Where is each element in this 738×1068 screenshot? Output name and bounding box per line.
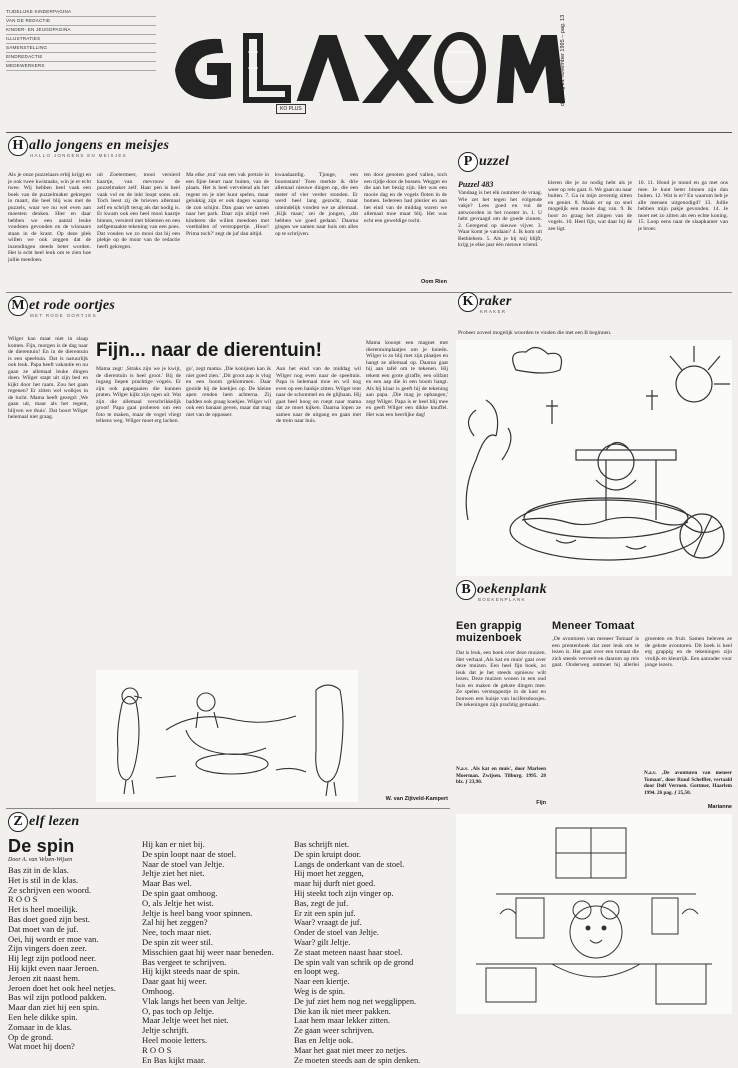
poem-line: Maar Bas wel. [142,878,192,889]
puzzel-number: Puzzel 483 [458,180,494,189]
muizenboek-illustration [456,814,732,1014]
credit-line: TIJDELIJKE KINDERPAGINA [6,8,156,17]
poem-line: Maar dan ziet hij een spin. [8,1002,100,1013]
poem-line: Heel mooie letters. [142,1034,208,1045]
poem-line: R O O S [142,1044,172,1055]
poem-line: Waar? gilt Jeltje. [294,937,351,947]
boeken-subtitle: BOEKENPLANK [478,597,526,602]
poem-line: Vlak langs het been van Jeltje. [142,995,248,1006]
hallo-subtitle: HALLO JONGENS EN MEISJES [30,153,127,158]
hallo-column: ten door genoten goed vallen, toch een tijdje door de bossen. Wegger en die aan het bezig zijn. Het was een mooie dag en de vogels floten in de bomen. Iedereen had plezier en aan het eind van de middag waren we allemaal moe maar blij. Het was echt een geweldige tocht. [364,172,447,224]
credit-line: SAMENSTELLING [6,44,156,53]
poem-line: Bas schrijft niet. [294,840,350,849]
puzzel-column: kleren die je zo nodig hebt als je weer op reis gaat. 6. We gaan nu naar buiten. 7. Ga in mijn zeventig zitten en geniet. 8. Maak er op zo snel mogelijk een mooie dag van. 9. Ik hoor zo graag het zingen van de vogels. 10. Heel fijn, wat daar bij de zee ligt. [548,180,632,232]
kraker-header [458,292,728,314]
credit-line: MEDEWERKERS [6,62,156,71]
poem-title: De spin [8,836,75,856]
puzzel-column: Vandaag is het elk nummer de vraag. Wie zet het tegen het volgende vakje? Lees goed en vul de antwoorden in het rooster in. 1. U hebt gevraagd om de goede zinnen. 2. Geregend op nieuwe vijver. 3. Waar komt je vandaan? 4. Ik kom uit Bethlehem. 5. Als je bij mij blijft, krijg je elke jaar één nieuwe vriend. [458,190,542,248]
puzzel-header [458,152,728,172]
poem-line: Maar het gaat niet meer zo netjes. [294,1045,408,1055]
rode-subtitle: MET RODE OORTJES [30,313,97,318]
rode-headline: Fijn... naar de dierentuin! [96,340,322,361]
poem-line: O, pas toch op Jeltje. [142,1005,215,1016]
poem-line: Op de grond. [8,1031,54,1042]
poem-line: Jeltje ziet het niet. [142,868,205,879]
poem-column-3 [294,840,450,1065]
puzzel-column: 10. 11. Houd je mond en ga met ons mee. Je kunt beter binnen zijn dan buiten. 12. Wat is er? En waarom heb je alle mensen uitgenodigd? 13. Jullie hebben mijn pakje gevonden. 14. Je moet net zo zitten als een echte koning. 15. Loop eens naar de slaapkamer van je broer. [638,180,728,232]
poem-line: Maar Jeltje weet het niet. [142,1015,229,1026]
poem-line: Zal hij het zeggen? [142,917,208,928]
poem-line: Zijn vingers doen zeer. [8,943,87,954]
kraker-title: raker [479,294,512,309]
poem-line: Waar? vraagt de juf. [294,918,362,928]
rode-initial: M [8,296,28,316]
poem-line: En Bas kijkt maar. [142,1054,206,1065]
hallo-signature: Oom Rien [421,279,447,285]
credit-line: VAN DE REDACTIE [6,17,156,26]
rode-header [8,296,448,318]
poem-line: Bas en Jeltje ook. [294,1035,354,1045]
masthead-badge: KO PLUS [276,104,306,114]
poem-line: De spin gaat omhoog. [142,887,218,898]
poem-line: Het is stil in de klas. [8,874,79,885]
poem-line: Zomaar in de klas. [8,1021,72,1032]
zelf-header [8,812,208,832]
rode-story-column: go', zegt mama. ,Die konijnen kan ik niet goed zien.' ,Dit groot aap is vlug en een boom geklommen. Daar gooide hij de koekjes op. De kleine apen renden hem achterna. Zij hadden ook graag koekjes. Wilger wil ook een banaan geven, maar dat mag niet van de oppasser. [186,366,271,418]
hallo-header [8,136,448,158]
boeken-header [456,580,732,602]
poem-line: Omhoog. [142,985,175,996]
rode-story-column: Mama zegt: ,Straks zijn we je kwijt, de dierentuin is heel groot.' Bij de ingang liepen prachtige vogels. Er zijn ook papegaaien die kunnen praten. Wilger kijkt zijn ogen uit. Wat zijn die allemaal verschrikkelijk groot! Papa gaat proberen om een foto te maken, maar de vogel vliegt telkens weg. Wilger moet erg lachen. [96,366,181,424]
poem-column-2 [142,840,282,1065]
credits-list [6,8,156,71]
boeken-initial: B [456,580,476,600]
poem-line: Die kan ik niet meer pakken. [294,1006,391,1016]
poem-line: De spin zit weer stil. [142,936,213,947]
poem-line: Daar gaat hij weer. [142,976,207,987]
zelf-rule [6,808,450,809]
credit-line: KINDER- EN JEUGDPAGINA [6,26,156,35]
poem-line: Jeltje is heel bang voor spinnen. [142,907,253,918]
poem-line: Hij kijkt even naar Jeroen. [8,962,99,973]
poem-line: Hij legt zijn potlood neer. [8,953,97,964]
book2-review: ‚De avonturen van meneer Tomaat' is een prentenboek dat zeer leuk om te lezen is. Het gaat over een tomaat die zich steeds verveelt en daarom op reis gaat. Onderweg ontmoet hij allerlei groenten en fruit. Samen beleven ze de gekste avonturen. Dit boek is heel erg grappig en de tekeningen zijn vrolijk en kleurrijk. Een aanrader voor jonge lezers. [552,636,732,668]
poem-line: en loopt weg. [294,967,340,977]
hallo-initial: H [8,136,28,156]
poem-line: Langs de onderkant van de stoel. [294,859,405,869]
book1-info: N.a.v. ‚Als kat en muis', door Marleen Moerman. Zwijsen. Tilburg. 1995. 28 blz. ƒ 23,90. [456,766,546,785]
poem-line: Laat hem maar lekker zitten. [294,1016,391,1026]
poem-line: Onder de stoel van Jeltje. [294,928,379,938]
credit-line: ILLUSTRATIES [6,35,156,44]
masthead-logo [168,14,572,110]
hallo-column: uit Zoetermeer, mooi versierd kaartje, van mevrouw de puzzelmaker zelf. Haar pen is heel vaak vol en de inkt loopt soms uit. Toch leest zij de brieven allemaal zelf en schrijft terug als dat nodig is. Er kwam ook een heel mooi kaartje binnen, versierd met bloemen en een zelfgemaakte tekening van een poes. Dat vonden we zo mooi dat hij een plekje op de muur van de redactie heeft gekregen. [97,172,180,250]
poem-line: Jeltje schrijft. [142,1025,189,1036]
book2-signature: Marianne [707,804,732,810]
poem-line: Hij kijkt steeds naar de spin. [142,966,240,977]
hallo-column: Ma elke ,trui' van een vak pretzie in een fijne beurt naar buiten, van de plaats. Het is heel vervelend als het regent en je niet kunt spelen, maar gelukkig zijn er ook dagen waarop de zon schijnt. Dan gaan we samen naar het park. Daar zijn altijd veel kinderen die willen meedoen met voetballen of verstoppertje. ‚Hoor! Prima toch?' zegt de juf dan altijd. [186,172,269,237]
poem-line: Weg is de spin. [294,986,345,996]
hallo-column: kwaadaardig. Tjonge, een boomstam! Toen merkte ik drie allemaal nieuwe dingen op, die een meter of vier verder stonden. Er werd heel lang gezocht, maar uiteindelijk vonden we ze allemaal. ‚Kijk maar,' zei de jongen, ‚dat hebben we goed gedaan.' Daarna gingen we samen naar huis om alles op te schrijven. [275,172,358,237]
mama-signature: W. van Zijtveld-Kampert [385,796,448,802]
kraker-subtitle: KRAKER [480,309,507,314]
poem-line: Er zit een spin juf. [294,908,356,918]
book2-info: N.a.v. ‚De avonturen van meneer Tomaat', door Ruud Scheffler, vertaald door Dolf Verroen. Gottmer, Haarlem 1994. 26 pag. ƒ 25,50. [644,770,732,796]
poem-line: Ze staat meteen naast haar stoel. [294,947,403,957]
poem-line: De spin loopt naar de stoel. [142,848,237,859]
puzzel-initial: P [458,152,478,172]
poem-line: Ze moeten steeds aan de spin denken. [294,1055,421,1065]
poem-line: Bas doet goed zijn best. [8,913,90,924]
hallo-title: allo jongens en meisjes [29,138,170,153]
poem-line: Hij moet het zeggen, [294,869,364,879]
poem-line: De juf ziet hem nog net wegglippen. [294,996,417,1006]
poem-line: Bas vergeet te schrijven. [142,956,227,967]
book1-title: Een grappig muizenboek [456,620,522,644]
poem-line: Bas wil zijn potlood pakken. [8,992,107,1003]
poem-line: Dat moet van de juf. [8,923,79,934]
poem-line: De spin valt van schrik op de grond [294,957,414,967]
mama-column: Mama knoopt een magnet met dierentuinplaatjes om je knieën. Wilger is zo blij met zijn plaatjes en hangt ze allemaal op. Daarna gaat hij aan tafel om te tekenen. Hij tekent een grote giraffe, een olifant en een aap die in een boom hangt. Als hij klaar is geeft hij de tekening aan papa. ,Die mag je ophangen,' zegt Wilger. Papa is er heel blij mee en geeft Wilger een dikke knuffel. Het was een heerlijke dag! [366,340,448,418]
publication-date-text: dinsdag 21 november 1995 – pag. 13 [560,14,566,106]
poem-author: Door A. van Velzen-Wijsen [8,857,73,863]
credit-line: EINDREDACTIE [6,53,156,62]
poem-line: maar hij durft niet goed. [294,879,376,889]
puzzel-title: uzzel [479,154,510,169]
poem-line: Nee, toch maar niet. [142,927,212,938]
poem-line: Jeroen zit naast hem. [8,972,81,983]
kraker-instruction: Probeer zoveel mogelijk woorden te vinden die met een B beginnen. [458,330,612,336]
book1-signature: Fijn [536,800,546,806]
poem-line: Naar de stoel van Jeltje. [142,858,225,869]
poem-line: Hij steekt toch zijn vinger op. [294,888,394,898]
poem-column-1 [8,866,128,1052]
poem-line: Oei, hij wordt er moe van. [8,933,99,944]
poem-line: Jeroen doet het ook heel netjes. [8,982,116,993]
poem-line: De spin kruipt door. [294,849,361,859]
book1-review: Dat is leuk, een boek over deze muizen. Het verhaal ,Als kat en muis' gaat over deze muizen. Een heel fijn boek, zo leuk dat je het steeds opnieuw wilt lezen. Deze muizen wonen in een oud huis en maken de gekste dingen mee. Ze spelen verstoppertje in de kast en bouwen een huisje van lucifersdoosjes. De tekeningen zijn prachtig gemaakt. [456,650,546,708]
rode-title: et rode oortjes [29,298,116,313]
poem-line: Wat moet hij doen? [8,1041,75,1052]
poem-line: Naar een kiertje. [294,977,350,987]
poem-line: Hij kan er niet bij. [142,839,205,849]
top-rule [6,132,732,133]
poem-line: Bas, zegt de juf. [294,898,349,908]
zelf-initial: Z [8,812,28,832]
kraker-illustration [456,340,732,576]
hallo-column: Als je onze puzzelaars erbij krijgt en je ook twee kwistaaks, win je er echt twee. Wij hebben heel vaak een boek van de puzzelmaker gekregen in maart, die heel blij was met de puzzels, waar we nu wel even aan moesten denken. Hier en daar hebben we een aantal leuke vondsten gevonden en de winnaars staan in de krant. Op deze plek willen we ook zeggen dat de inzendingen steeds beter worden. Het is echt heel leuk om te zien hoe jullie meedoen. [8,172,91,263]
poem-line: R O O S [8,894,38,905]
zelf-title: elf lezen [29,814,80,829]
rode-story-column: Aan het eind van de middag wil Wilger nog even naar de speeltuin. Papa is helemaal moe en wil nog even op een bankje zitten. Wilger rent naar de schommel en de glijbaan. Hij gaat heel hoog en roept naar mama dat ze moet kijken. Daarna lopen ze samen naar de uitgang en gaan met de trein naar huis. [276,366,361,424]
boeken-title: oekenplank [477,582,547,597]
poem-line: Een hele dikke spin. [8,1011,78,1022]
dierentuin-illustration [96,670,358,802]
poem-line: Ze schrijven een woord. [8,884,92,895]
poem-line: Het is heel moeilijk. [8,904,78,915]
publication-date [560,14,570,116]
book2-title: Meneer Tomaat [552,620,635,632]
kraker-initial: K [458,292,478,312]
poem-line: O, als Jeltje het wist. [142,897,214,908]
poem-line: Bas zit in de klas. [8,865,69,875]
poem-line: Misschien gaat hij weer naar beneden. [142,946,274,957]
rode-column: Wilger kan maar niet in slaap komen. Fijn, morgen is de dag naar de dierentuin! En in de dierentuin is een speeltuin. Dat is natuurlijk ook leuk. Papa heeft vakantie en nu gaan ze allemaal leuke dingen doen. Wilger stapt uit zijn bed en kijkt door het raam. Zou het gaan regenen? Er zitten wel wolkjes in de lucht. Mama heeft gezegd: ,We gaan uit, maar als het regent, blijven we thuis'. Dat hoort Wilger helemaal niet graag. [8,336,88,420]
poem-line: Ze gaan weer schrijven. [294,1026,374,1036]
